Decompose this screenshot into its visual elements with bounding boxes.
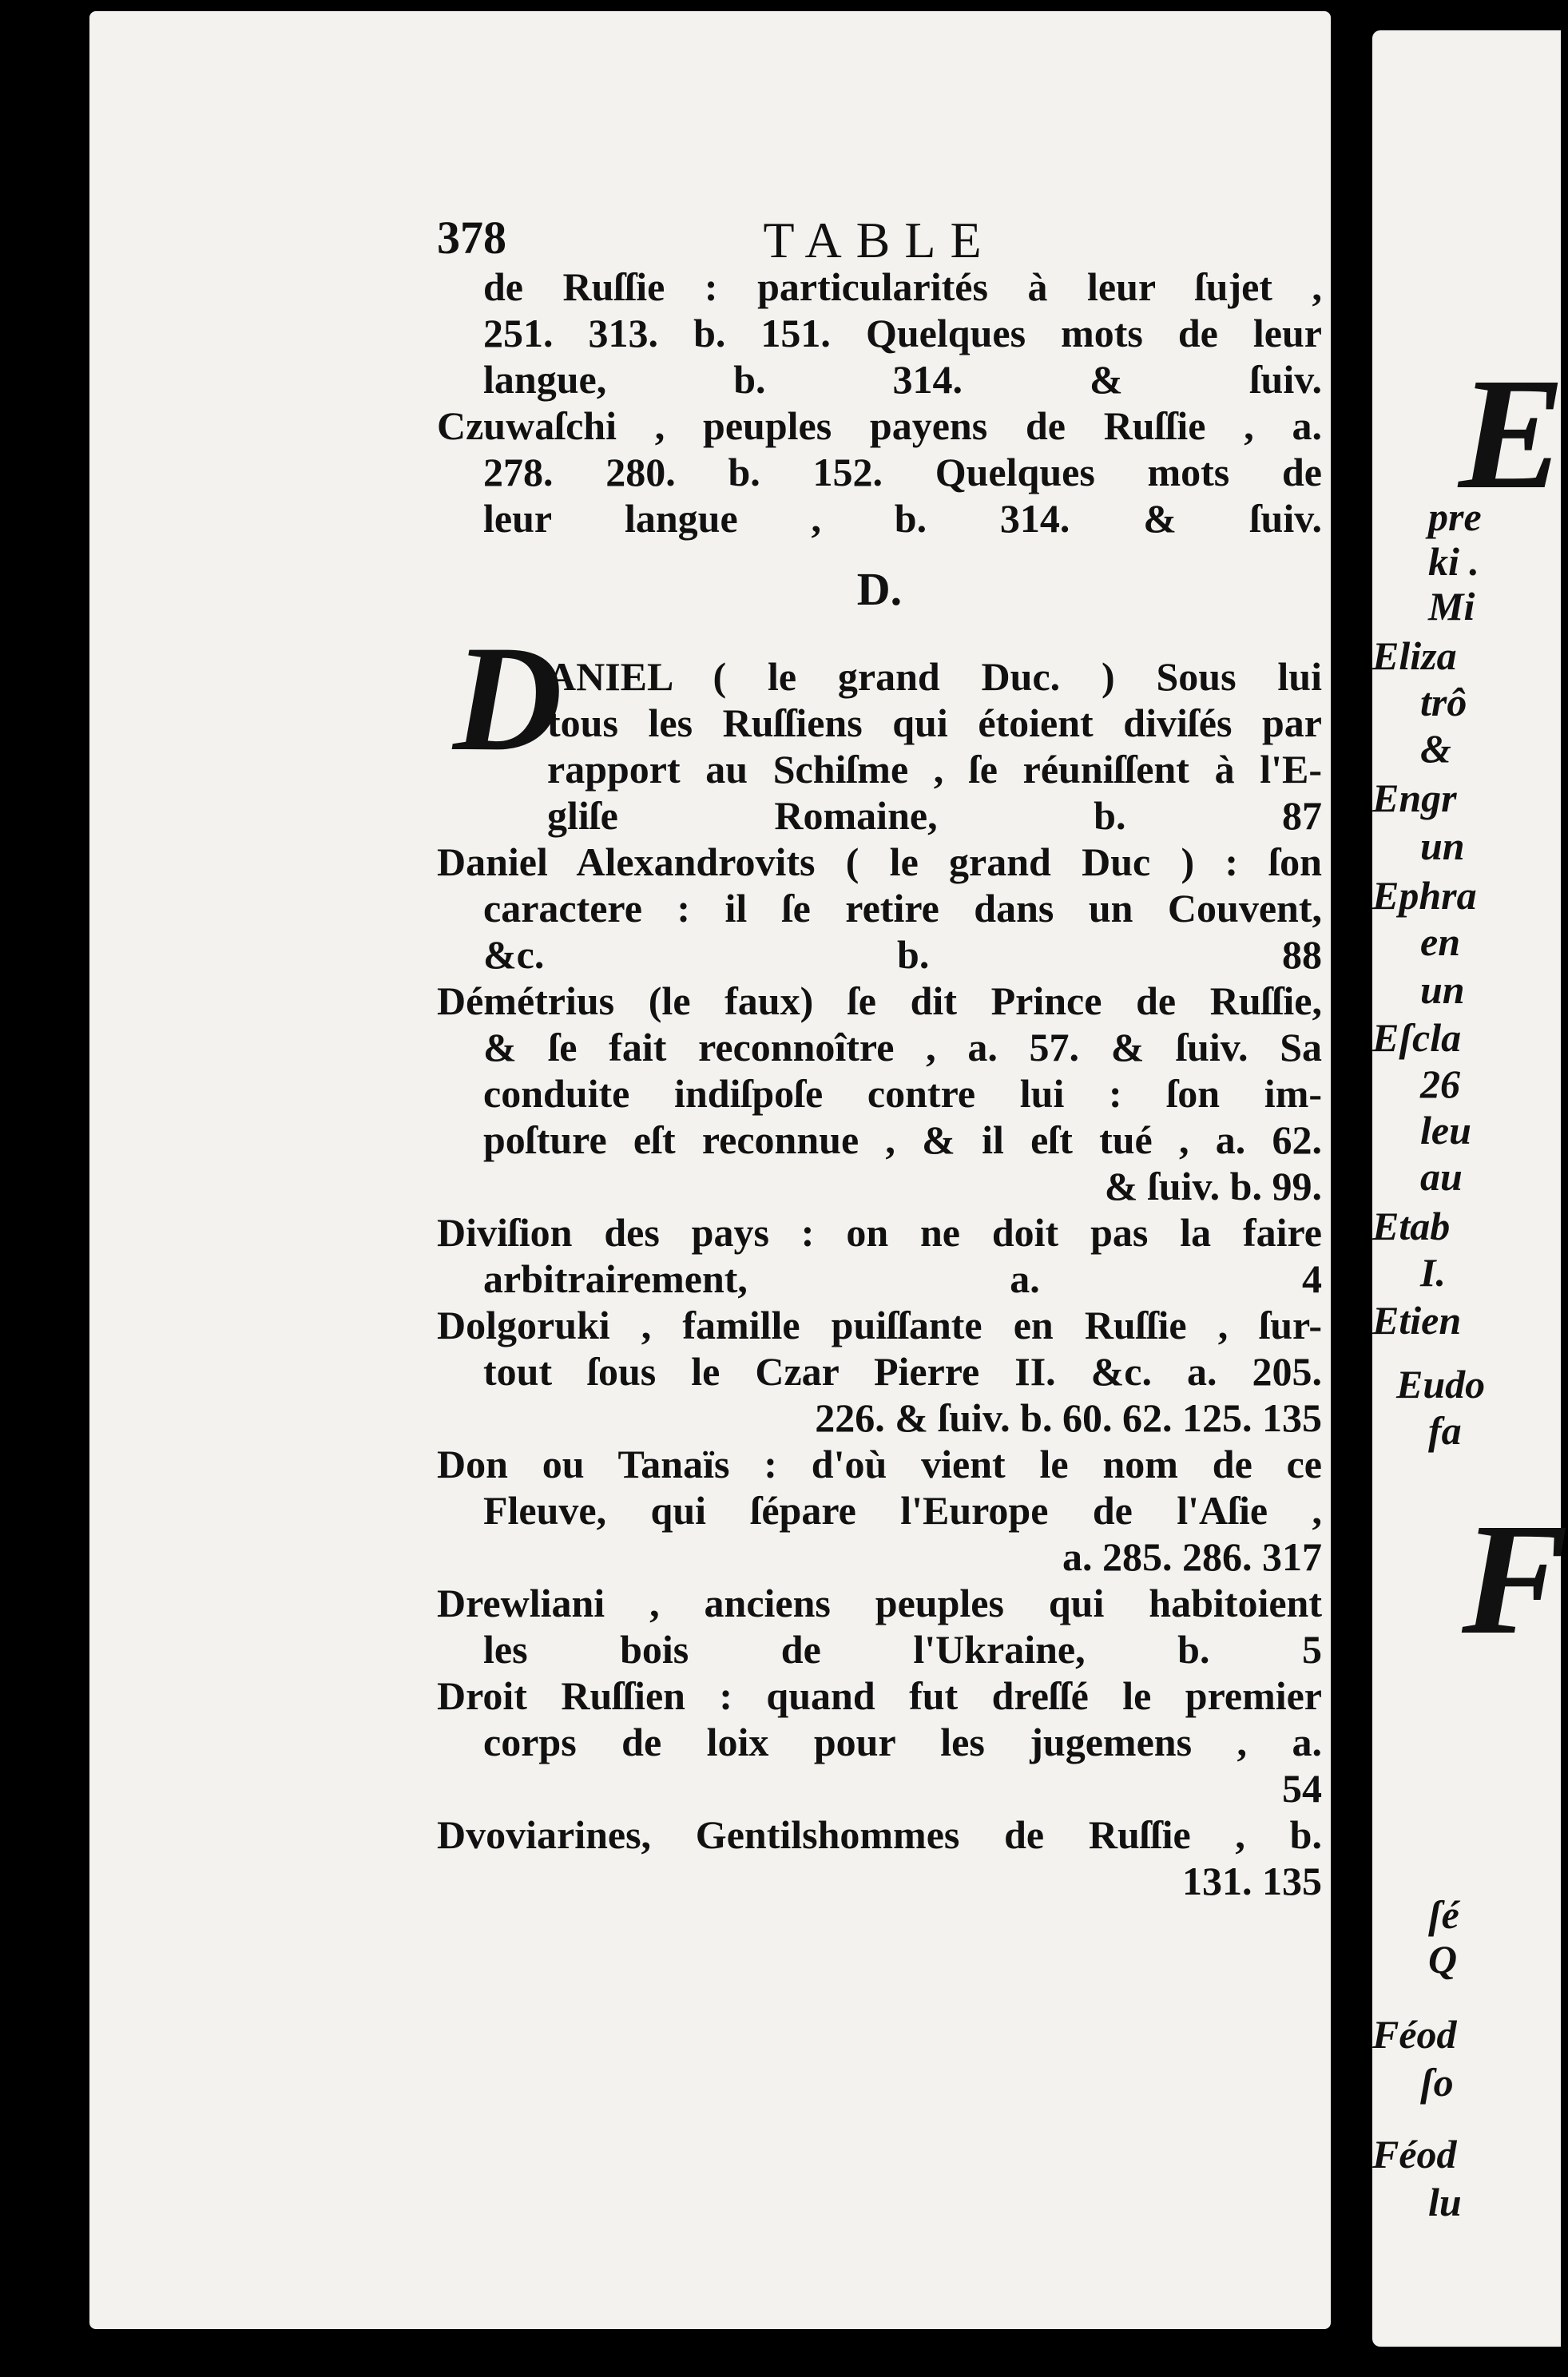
index-line: a. 285. 286. 317: [1062, 1534, 1322, 1579]
index-line: de Ruſſie : particularités à leur ſujet ,: [483, 264, 1322, 309]
index-line: poſture eſt reconnue , & il eſt tué , a. 62.: [483, 1117, 1322, 1162]
dropcap-letter: E: [1459, 346, 1566, 522]
index-line: Démétrius (le faux) ſe dit Prince de Ruſſie,: [437, 978, 1322, 1023]
index-line: & ſuiv. b. 99.: [1104, 1164, 1322, 1208]
fragment-line: un: [1420, 823, 1465, 868]
index-line: caractere : il ſe retire dans un Couvent,: [483, 886, 1322, 931]
index-line: Diviſion des pays : on ne doit pas la faire: [437, 1210, 1322, 1255]
fragment-line: au: [1420, 1154, 1463, 1199]
fragment-line: pre: [1428, 494, 1482, 539]
fragment-line: ſo: [1420, 2060, 1454, 2105]
index-line: Dvoviarines, Gentilshommes de Ruſſie , b.: [437, 1812, 1322, 1857]
index-line: conduite indiſpoſe contre lui : ſon im-: [483, 1071, 1322, 1116]
fragment-line: Q: [1428, 1937, 1458, 1982]
index-line: Don ou Tanaïs : d'où vient le nom de ce: [437, 1442, 1322, 1486]
fragment-line: ki .: [1428, 539, 1479, 584]
index-line: arbitrairement, a. 4: [483, 1256, 1322, 1301]
fragment-line: Eſcla: [1372, 1015, 1462, 1060]
index-line: langue, b. 314. & ſuiv.: [483, 357, 1322, 402]
fragment-line: trô: [1420, 680, 1467, 724]
index-line: tout ſous le Czar Pierre II. &c. a. 205.: [483, 1349, 1322, 1394]
fragment-line: en: [1420, 919, 1460, 964]
page-title: TABLE: [763, 212, 996, 268]
index-line: 278. 280. b. 152. Quelques mots de: [483, 450, 1322, 494]
section-letter: D.: [856, 563, 903, 615]
page-number: 378: [437, 212, 506, 264]
index-line: corps de loix pour les jugemens , a.: [483, 1720, 1322, 1764]
fragment-line: &: [1420, 726, 1451, 771]
index-line: gliſe Romaine, b. 87: [547, 793, 1322, 838]
index-line: Fleuve, qui ſépare l'Europe de l'Aſie ,: [483, 1488, 1322, 1533]
fragment-line: Ephra: [1372, 873, 1477, 918]
index-line: 131. 135: [1182, 1859, 1322, 1903]
fragment-line: Etien: [1372, 1298, 1462, 1343]
fragment-line: lu: [1428, 2180, 1462, 2224]
dropcap-letter: D: [453, 615, 563, 783]
index-line: 251. 313. b. 151. Quelques mots de leur: [483, 311, 1322, 355]
fragment-line: Engr: [1372, 776, 1457, 820]
fragment-line: Eliza: [1372, 633, 1457, 678]
fragment-line: un: [1420, 967, 1465, 1012]
fragment-line: Mi: [1428, 584, 1475, 629]
fragment-line: 26: [1420, 1062, 1460, 1106]
index-line: ANIEL ( le grand Duc. ) Sous lui: [547, 654, 1322, 699]
dropcap-letter: F: [1462, 1491, 1568, 1668]
fragment-line: Féod: [1372, 2012, 1457, 2057]
index-line: 54: [1282, 1766, 1322, 1811]
index-line: Droit Ruſſien : quand fut dreſſé le premier: [437, 1673, 1322, 1718]
left-page: [89, 11, 1331, 2329]
index-line: Dolgoruki , famille puiſſante en Ruſſie , ſur-: [437, 1303, 1322, 1347]
fragment-line: leu: [1420, 1108, 1471, 1153]
index-line: tous les Ruſſiens qui étoient diviſés par: [547, 700, 1322, 745]
index-line: &c. b. 88: [483, 932, 1322, 977]
fragment-line: Eudo: [1396, 1362, 1486, 1407]
index-line: 226. & ſuiv. b. 60. 62. 125. 135: [815, 1395, 1322, 1440]
index-line: Czuwaſchi , peuples payens de Ruſſie , a.: [437, 403, 1322, 448]
right-page: [1372, 30, 1568, 2347]
fragment-line: Etab: [1372, 1204, 1451, 1248]
section-heading: [437, 542, 1322, 637]
index-text: [437, 264, 1322, 1904]
index-line: leur langue , b. 314. & ſuiv.: [483, 496, 1322, 541]
fragment-line: ſé: [1428, 1892, 1459, 1937]
index-line: & ſe fait reconnoître , a. 57. & ſuiv. Sa: [483, 1025, 1322, 1069]
d-entries: [437, 700, 1322, 1904]
index-line: Daniel Alexandrovits ( le grand Duc ) : ſon: [437, 839, 1322, 884]
index-line: les bois de l'Ukraine, b. 5: [483, 1627, 1322, 1672]
fragment-line: fa: [1428, 1408, 1462, 1453]
fragment-line: I.: [1420, 1250, 1446, 1295]
fragment-line: Féod: [1372, 2132, 1457, 2177]
index-line: Drewliani , anciens peuples qui habitoient: [437, 1581, 1322, 1625]
index-line: rapport au Schiſme , ſe réuniſſent à l'E-: [547, 747, 1322, 792]
running-head: [437, 211, 1322, 272]
